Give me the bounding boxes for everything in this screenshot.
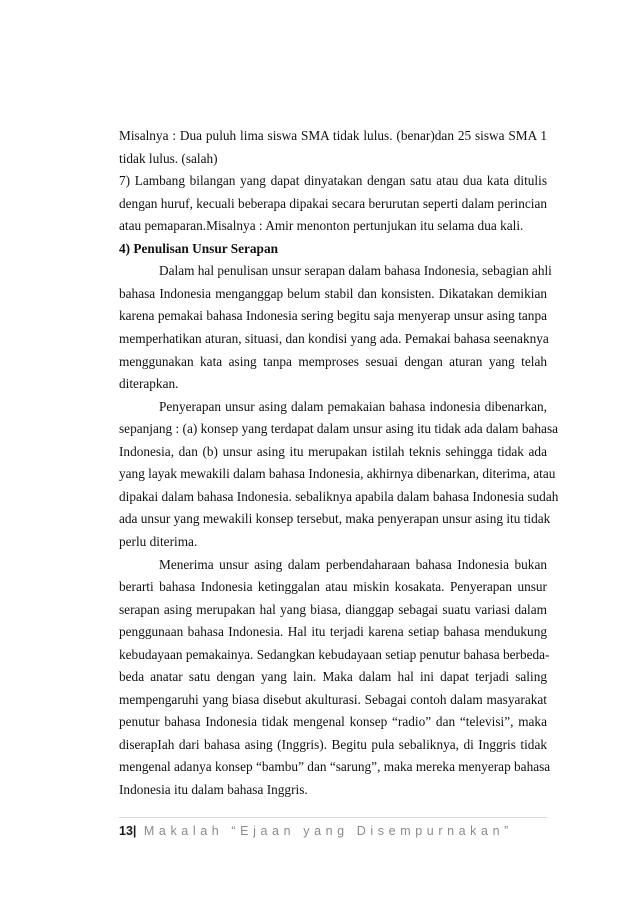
text-line: memperhatikan aturan, situasi, dan kondisi yang ada. Pemakai bahasa seenaknya (119, 331, 549, 346)
text-line: beda anatar satu dengan yang lain. Maka dalam hal ini dapat terjadi saling (119, 669, 547, 685)
text-line: kebudayaan pemakainya. Sedangkan kebudayaan setiap penutur bahasa berbeda- (119, 646, 550, 662)
page-number: 13 (119, 824, 133, 838)
footer-separator: | (132, 824, 137, 838)
text-line: karena pemakai bahasa Indonesia sering begitu saja menyerap unsur asing tanpa (119, 308, 547, 324)
text-line: mempengaruhi yang biasa disebut akulturasi. Sebagai contoh dalam masyarakat (119, 691, 547, 707)
text-line: tidak lulus. (salah) (119, 150, 218, 166)
text-line: diserapIah dari bahasa asing (Inggris). Begitu pula sebaliknya, di Inggris tidak (119, 736, 547, 752)
text-line: dipakai dalam bahasa Indonesia. sebaliknya apabila dalam bahasa Indonesia sudah (119, 488, 559, 504)
text-line: ada unsur yang mewakili konsep tersebut, maka penyerapan unsur asing itu tidak (119, 511, 551, 527)
page-footer (119, 823, 513, 839)
text-line: mengenal adanya konsep “bambu” dan “sarung”, maka mereka menyerap bahasa (119, 759, 551, 775)
footer-title: Makalah “Ejaan yang Disempurnakan” (143, 824, 513, 838)
text-line: dengan huruf, kecuali beberapa dipakai secara berurutan seperti dalam perincian (119, 195, 547, 211)
footer-divider (119, 817, 547, 818)
text-line: Indonesia itu dalam bahasa Inggris. (119, 782, 308, 797)
text-line: menggunakan kata asing tanpa memproses sesuai dengan aturan yang telah (119, 353, 547, 369)
text-line: yang layak mewakili dalam bahasa Indonesia, akhirnya dibenarkan, diterima, atau (119, 466, 556, 482)
text-line: Penyerapan unsur asing dalam pemakaian bahasa indonesia dibenarkan, (159, 398, 547, 414)
text-line: bahasa Indonesia menganggap belum stabil dan konsisten. Dikatakan demikian (119, 285, 547, 301)
text-line: perlu diterima. (119, 533, 198, 549)
text-line: Misalnya : Dua puluh lima siswa SMA tidak lulus. (benar)dan 25 siswa SMA 1 (119, 128, 547, 143)
text-line: 7) Lambang bilangan yang dapat dinyatakan dengan satu atau dua kata ditulis (119, 173, 547, 189)
text-line: penggunaan bahasa Indonesia. Hal itu terjadi karena setiap bahasa mendukung (119, 624, 547, 640)
text-line: Dalam hal penulisan unsur serapan dalam bahasa Indonesia, sebagian ahli (159, 263, 552, 279)
section-heading: 4) Penulisan Unsur Serapan (119, 240, 278, 256)
text-line: berarti bahasa Indonesia ketinggalan atau miskin kosakata. Penyerapan unsur (119, 579, 547, 594)
text-line: Menerima unsur asing dalam perbendaharaan bahasa Indonesia bukan (159, 556, 547, 572)
text-line: sepanjang : (a) konsep yang terdapat dalam unsur asing itu tidak ada dalam bahasa (119, 421, 559, 437)
text-line: diterapkan. (119, 376, 179, 392)
text-line: penutur bahasa Indonesia tidak mengenal konsep “radio” dan “televisi”, maka (119, 714, 547, 730)
text-line: atau pemaparan.Misalnya : Amir menonton pertunjukan itu selama dua kali. (119, 218, 524, 234)
text-line: Indonesia, dan (b) unsur asing itu merupakan istilah teknis sehingga tidak ada (119, 443, 547, 459)
text-line: serapan asing merupakan hal yang biasa, dianggap sebagai suatu variasi dalam (119, 601, 547, 617)
